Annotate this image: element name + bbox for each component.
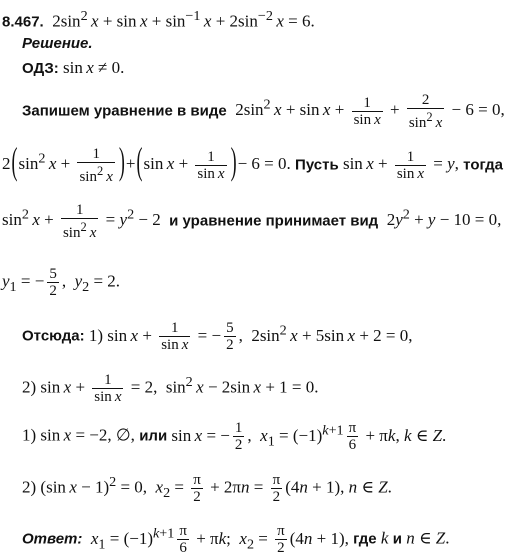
case-one: Отсюда: 1) sin x + $\frac{1}{\text{sin x}}$ = − $\frac{5}{2}$ , $2\sin^2$ x + 5sin x + 2 = 0, — [22, 320, 413, 354]
quadratic-line: $\sin^2 x$ + $\frac{1}{\sin^2 x}$ = $y^2 - 2$ и уравнение принимает вид $2y^2 + y - 10 = 0$, — [2, 202, 502, 241]
roots-y: $y_1$ = − $\frac{5}{2}$ , $y_2 = 2$. — [2, 266, 121, 299]
domain-condition: ОДЗ: sin x ≠ 0. — [22, 58, 125, 77]
substitution-line: $2(\sin^2$ x + $\frac{1}{\sin^2 x}$ )+(sin x + $\frac{1}{\text{sin x}}$ )− 6 = 0. Пусть sin x + $\frac{1}{\text{sin x}}$ = y, тогда — [2, 140, 504, 185]
solution-x1: 1) sin x = −2, ∅, или sin x = − $\frac{1}{2}$ , $x_1 = (-1)^{k+1}$ $\frac{\pi}{6}$ + πk, k ∈ Z. — [22, 420, 447, 454]
solution-heading: Решение. — [22, 35, 93, 52]
problem-statement: 8.467. $2\sin^2$ $x + \sin x + \sin^{-1} x + 2\sin^{-2}$ x = 6. — [2, 8, 315, 31]
case-two: 2) sin x + $\frac{1}{\text{sin x}}$ = 2, $\sin^2 x - 2\sin$ x + 1 = 0. — [22, 372, 319, 406]
rewrite-equation: Запишем уравнение в виде $2\sin^2$ x + sin x + $\frac{1}{\text{sin x}}$ + $\frac{2}{\sin^2 x}$ − 6 = 0, — [22, 92, 505, 131]
solution-x2: 2) (sin x − 1)$^2$ = 0, $x_2$ = $\frac{\pi}{2}$ + 2πn = $\frac{\pi}{2}$ (4n + 1), n ∈ Z. — [22, 472, 392, 506]
answer-line: Ответ: $x_1 = (-1)^{k+1}$ $\frac{\pi}{6}$ + πk; $x_2$ = $\frac{\pi}{2}$ (4n + 1), где k и n ∈ Z. — [22, 523, 450, 556]
